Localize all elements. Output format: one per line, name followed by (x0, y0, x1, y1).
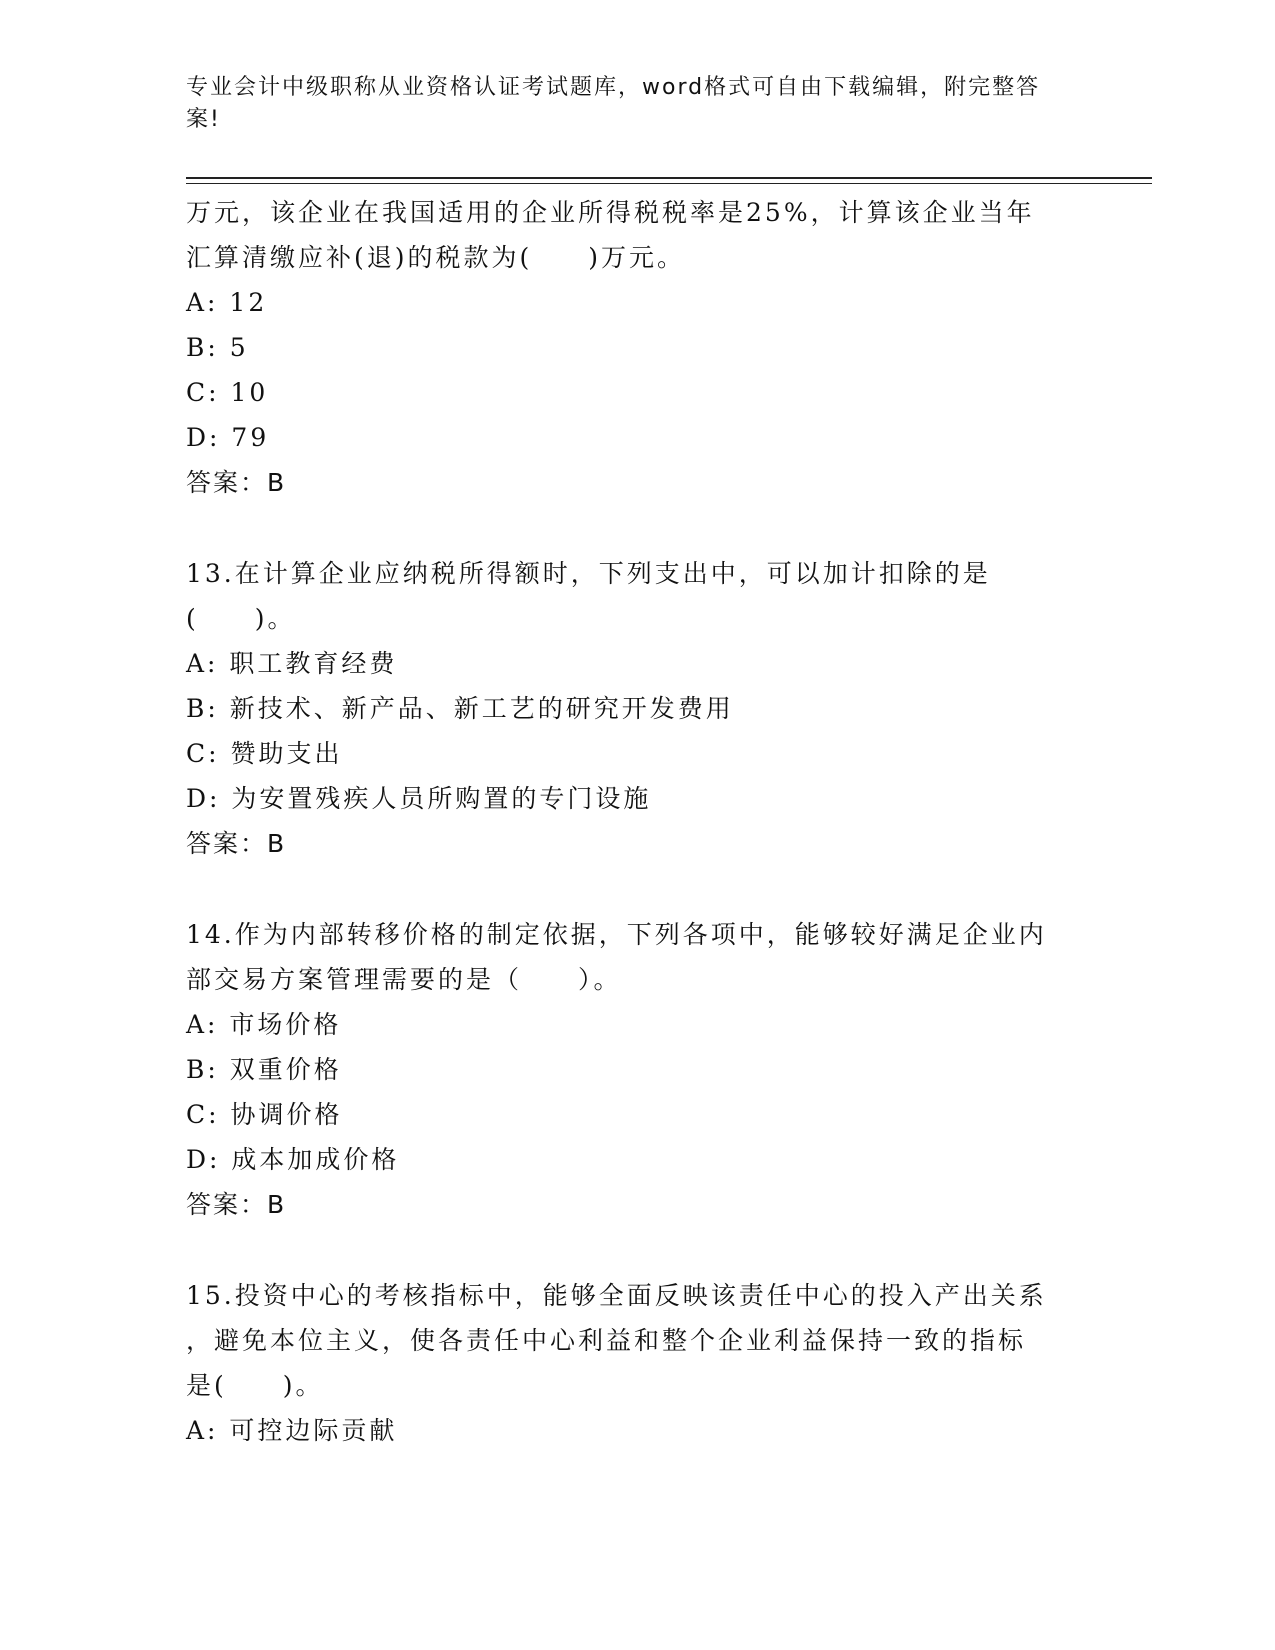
header-rule-thick (186, 177, 1152, 179)
page-header (186, 72, 1066, 136)
option-c: C: 赞助支出 (186, 739, 343, 768)
option-d: D: 成本加成价格 (186, 1145, 400, 1174)
question-13 (186, 551, 1086, 866)
option-a: A: 职工教育经费 (186, 649, 398, 678)
answer: 答案：B (186, 1190, 287, 1219)
option-c: C: 10 (186, 378, 269, 407)
option-a: A: 市场价格 (186, 1010, 342, 1039)
header-line-2: 案! (186, 107, 221, 132)
option-a: A: 可控边际贡献 (186, 1416, 398, 1445)
option-b: B: 新技术、新产品、新工艺的研究开发费用 (186, 694, 734, 723)
question-12 (186, 190, 1086, 505)
question-text: ，避免本位主义，使各责任中心利益和整个企业利益保持一致的指标 (186, 1326, 1027, 1355)
option-b: B: 双重价格 (186, 1055, 342, 1084)
answer: 答案：B (186, 468, 287, 497)
option-b: B: 5 (186, 333, 249, 362)
question-text: 13.在计算企业应纳税所得额时，下列支出中，可以加计扣除的是 (186, 559, 991, 588)
document-body (186, 190, 1086, 1453)
question-14 (186, 912, 1086, 1227)
option-d: D: 为安置残疾人员所购置的专门设施 (186, 784, 652, 813)
question-text: 汇算清缴应补(退)的税款为( )万元。 (186, 243, 686, 272)
spacer (186, 1227, 1086, 1273)
question-text: 部交易方案管理需要的是（ ）。 (186, 965, 622, 994)
header-line-1: 专业会计中级职称从业资格认证考试题库，word格式可自由下载编辑，附完整答 (186, 75, 1041, 100)
question-text: ( )。 (186, 604, 296, 633)
question-text: 万元，该企业在我国适用的企业所得税税率是25%，计算该企业当年 (186, 198, 1035, 227)
option-d: D: 79 (186, 423, 270, 452)
spacer (186, 505, 1086, 551)
question-text: 14.作为内部转移价格的制定依据，下列各项中，能够较好满足企业内 (186, 920, 1047, 949)
question-15 (186, 1273, 1086, 1453)
option-c: C: 协调价格 (186, 1100, 343, 1129)
header-rule-thin (186, 183, 1152, 184)
option-a: A: 12 (186, 288, 268, 317)
question-text: 是( )。 (186, 1371, 324, 1400)
answer: 答案：B (186, 829, 287, 858)
spacer (186, 866, 1086, 912)
question-text: 15.投资中心的考核指标中，能够全面反映该责任中心的投入产出关系 (186, 1281, 1047, 1310)
